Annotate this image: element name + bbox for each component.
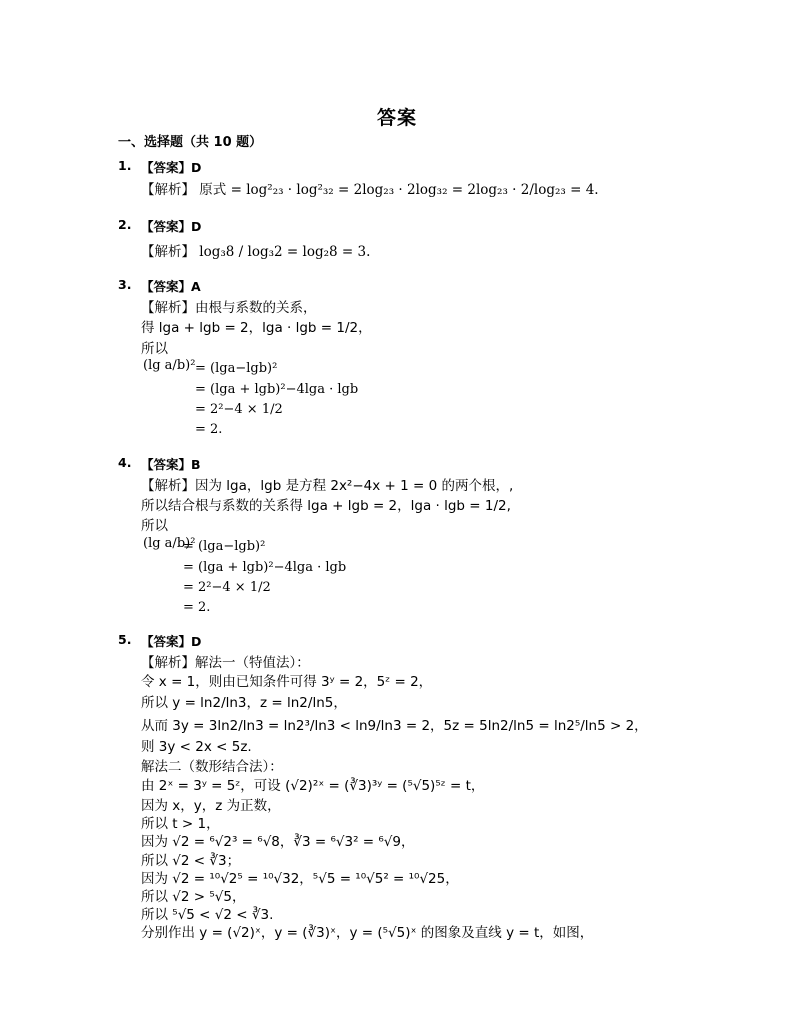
question-3-step-1: = (lga−lgb)² — [195, 361, 278, 376]
section-heading: 一、选择题（共 10 题） — [118, 135, 263, 150]
question-5-line-14: 所以 ⁵√5 < √2 < ∛3. — [141, 907, 274, 923]
question-1-answer: 【答案】D — [141, 160, 202, 175]
question-2-formula: log₃8 / log₃2 = log₂8 = 3. — [199, 244, 371, 260]
question-4-number: 4. — [118, 455, 132, 470]
question-4-step-1: = (lga−lgb)² — [183, 539, 266, 554]
analysis-lead: 原式 — [199, 182, 227, 198]
question-5-line-9: 所以 t > 1， — [141, 816, 220, 832]
question-4-line-3: 所以 — [141, 518, 168, 534]
question-4-lhs: (lg a/b)² — [143, 536, 196, 551]
question-5-line-11: 所以 √2 < ∛3； — [141, 853, 241, 869]
question-5-line-8: 因为 x，y，z 为正数， — [141, 798, 281, 814]
question-3-lhs: (lg a/b)² — [143, 358, 196, 373]
question-3-line-1: 【解析】由根与系数的关系， — [141, 300, 317, 316]
question-4-step-4: = 2. — [183, 600, 211, 615]
question-3-step-3: = 2²−4 × 1/2 — [195, 402, 283, 417]
question-5-line-3: 所以 y = ln2/ln3，z = ln2/ln5， — [141, 695, 347, 711]
question-5-number: 5. — [118, 632, 132, 647]
question-5-line-1: 【解析】解法一（特值法）： — [141, 655, 310, 671]
question-4-line-2: 所以结合根与系数的关系得 lga + lgb = 2，lga · lgb = 1/2, — [141, 498, 511, 514]
question-5-line-6: 解法二（数形结合法）： — [141, 759, 283, 775]
question-4-answer: 【答案】B — [141, 457, 201, 472]
question-5-answer: 【答案】D — [141, 634, 202, 649]
question-3-step-4: = 2. — [195, 422, 223, 437]
question-5-line-7: 由 2ˣ = 3ʸ = 5ᶻ，可设 (√2)²ˣ = (∛3)³ʸ = (⁵√5)⁵ᶻ = t， — [141, 778, 485, 794]
question-3-line-3: 所以 — [141, 341, 168, 357]
question-4-step-3: = 2²−4 × 1/2 — [183, 580, 271, 595]
question-1-number: 1. — [118, 158, 132, 173]
question-5-line-15: 分别作出 y = (√2)ˣ，y = (∛3)ˣ，y = (⁵√5)ˣ 的图象及直线 y = t，如图， — [141, 925, 594, 941]
question-4-step-2: = (lga + lgb)²−4lga · lgb — [183, 560, 347, 575]
analysis-label: 【解析】 — [141, 182, 195, 198]
question-1-analysis — [141, 178, 599, 198]
question-3-answer: 【答案】A — [141, 279, 201, 294]
question-5-line-5: 则 3y < 2x < 5z. — [141, 739, 252, 755]
question-2-analysis — [141, 240, 370, 260]
question-3-step-2: = (lga + lgb)²−4lga · lgb — [195, 382, 359, 397]
question-3-line-2: 得 lga + lgb = 2，lga · lgb = 1/2， — [141, 320, 372, 336]
page-title: 答案 — [376, 107, 417, 129]
question-5-line-4: 从而 3y = 3ln2/ln3 = ln2³/ln3 < ln9/ln3 = 2，5z = 5ln2/ln5 = ln2⁵/ln5 > 2， — [141, 718, 648, 734]
question-2-answer: 【答案】D — [141, 219, 202, 234]
question-5-line-12: 因为 √2 = ¹⁰√2⁵ = ¹⁰√32，⁵√5 = ¹⁰√5² = ¹⁰√25， — [141, 871, 459, 887]
question-5-line-10: 因为 √2 = ⁶√2³ = ⁶√8，∛3 = ⁶√3² = ⁶√9， — [141, 834, 415, 850]
question-5-line-2: 令 x = 1，则由已知条件可得 3ʸ = 2，5ᶻ = 2， — [141, 674, 433, 690]
question-2-number: 2. — [118, 217, 132, 232]
question-4-line-1: 【解析】因为 lga，lgb 是方程 2x²−4x + 1 = 0 的两个根，, — [141, 478, 514, 494]
question-3-number: 3. — [118, 277, 132, 292]
analysis-label: 【解析】 — [141, 244, 195, 260]
question-1-formula: = log²₂₃ · log²₃₂ = 2log₂₃ · 2log₃₂ = 2log₂₃ · 2/log₂₃ = 4. — [230, 182, 599, 198]
question-5-line-13: 所以 √2 > ⁵√5， — [141, 889, 246, 905]
